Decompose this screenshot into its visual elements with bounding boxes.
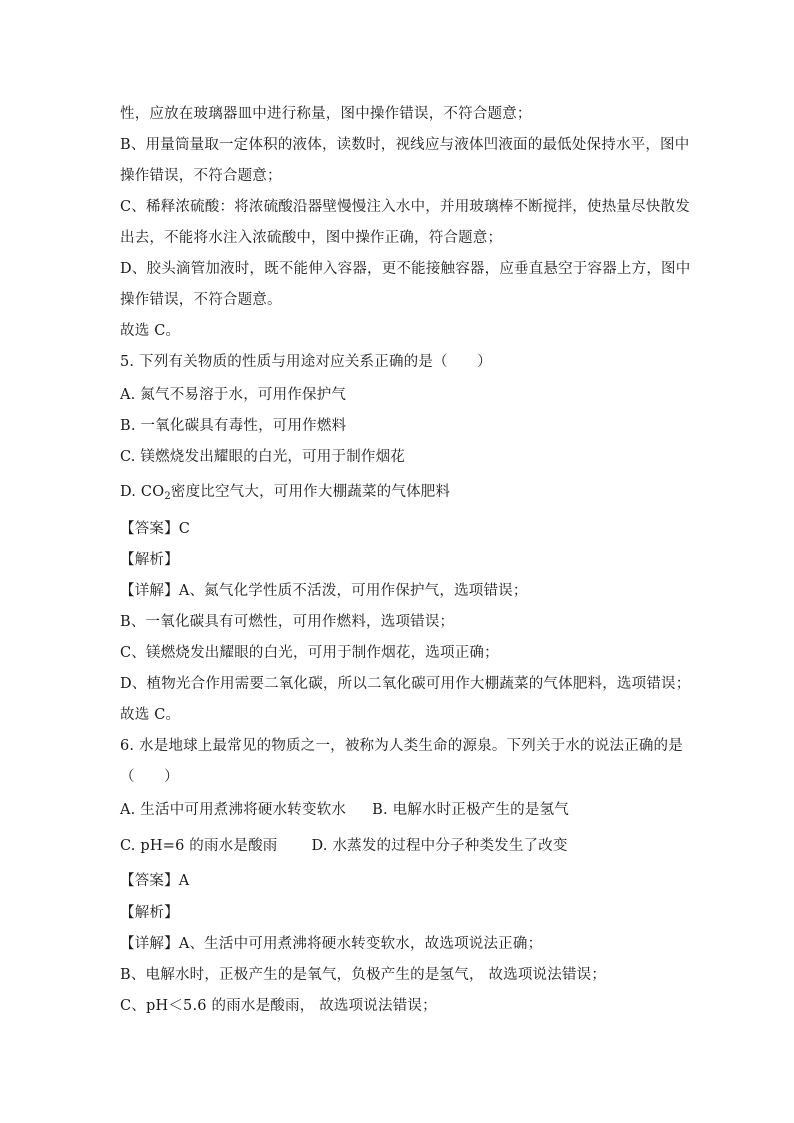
text-line: 性，应放在玻璃器皿中进行称量，图中操作错误，不符合题意； [120, 106, 532, 122]
question-5-detail-1 [120, 581, 528, 601]
text-line: 故选 C。 [120, 323, 181, 339]
question-6-option-c: C. pH=6 的雨水是酸雨 [120, 838, 278, 854]
question-6-option-a: A. 生活中可用煮沸将硬水转变软水 [120, 802, 347, 818]
text-line: D、胶头滴管加液时，既不能伸入容器，更不能接触容器，应垂直悬空于容器上方，图中 [120, 261, 691, 277]
question-6-stem: 6. 水是地球上最常见的物质之一，被称为人类生命的源泉。下列关于水的说法正确的是 [120, 738, 683, 754]
question-5-detail-4: D、植物光合作用需要二氧化碳，所以二氧化碳可用作大棚蔬菜的气体肥料，选项错误； [120, 676, 691, 692]
text-line: 操作错误，不符合题意； [120, 168, 282, 184]
question-5-detail-2: B、一氧化碳具有可燃性，可用作燃料，选项错误； [120, 614, 455, 630]
question-6-options-cd [120, 836, 568, 856]
question-5-answer: 【答案】C [120, 521, 191, 537]
question-5-detail-3: C、镁燃烧发出耀眼的白光，可用于制作烟花，选项正确； [120, 645, 499, 661]
question-6-option-d: D. 水蒸发的过程中分子种类发生了改变 [311, 838, 568, 854]
text-line: B、用量筒量取一定体积的液体，读数时，视线应与液体凹液面的最低处保持水平，图中 [120, 137, 690, 153]
detail-text: A、生活中可用煮沸将硬水转变软水，故选项说法正确； [178, 936, 543, 952]
question-5-option-a: A. 氮气不易溶于水，可用作保护气 [120, 387, 347, 403]
option-d-formula: D. CO [120, 484, 165, 500]
question-5-stem: 5. 下列有关物质的性质与用途对应关系正确的是（ ） [120, 354, 492, 370]
option-d-subscript: 2 [164, 491, 171, 502]
question-5-analysis: 【解析】 [120, 552, 179, 568]
text-line: 操作错误，不符合题意。 [120, 292, 282, 308]
question-6-option-b: B. 电解水时正极产生的是氢气 [372, 802, 569, 818]
detail-label: 【详解】 [120, 583, 179, 599]
question-5-option-b: B. 一氧化碳具有毒性，可用作燃料 [120, 418, 347, 434]
detail-text: A、氮气化学性质不活泼，可用作保护气，选项错误； [178, 583, 528, 599]
question-5-conclusion: 故选 C。 [120, 707, 181, 723]
question-6-detail-3: C、pH＜5.6 的雨水是酸雨， 故选项说法错误； [120, 998, 437, 1014]
question-6-analysis: 【解析】 [120, 905, 179, 921]
question-6-options-ab [120, 800, 569, 820]
question-6-detail-2: B、电解水时，正极产生的是氧气，负极产生的是氢气， 故选项说法错误； [120, 967, 607, 983]
text-line: C、稀释浓硫酸：将浓硫酸沿器壁慢慢注入水中，并用玻璃棒不断搅拌，使热量尽快散发 [120, 199, 690, 215]
option-d-text: 密度比空气大，可用作大棚蔬菜的气体肥料 [170, 484, 451, 500]
question-6-detail-1 [120, 934, 542, 954]
question-5-option-c: C. 镁燃烧发出耀眼的白光，可用于制作烟花 [120, 449, 405, 465]
question-6-stem-bracket: （ ） [120, 769, 179, 785]
question-5-option-d [120, 482, 450, 502]
detail-label: 【详解】 [120, 936, 179, 952]
question-6-answer: 【答案】A [120, 873, 190, 889]
text-line: 出去，不能将水注入浓硫酸中，图中操作正确，符合题意； [120, 230, 503, 246]
